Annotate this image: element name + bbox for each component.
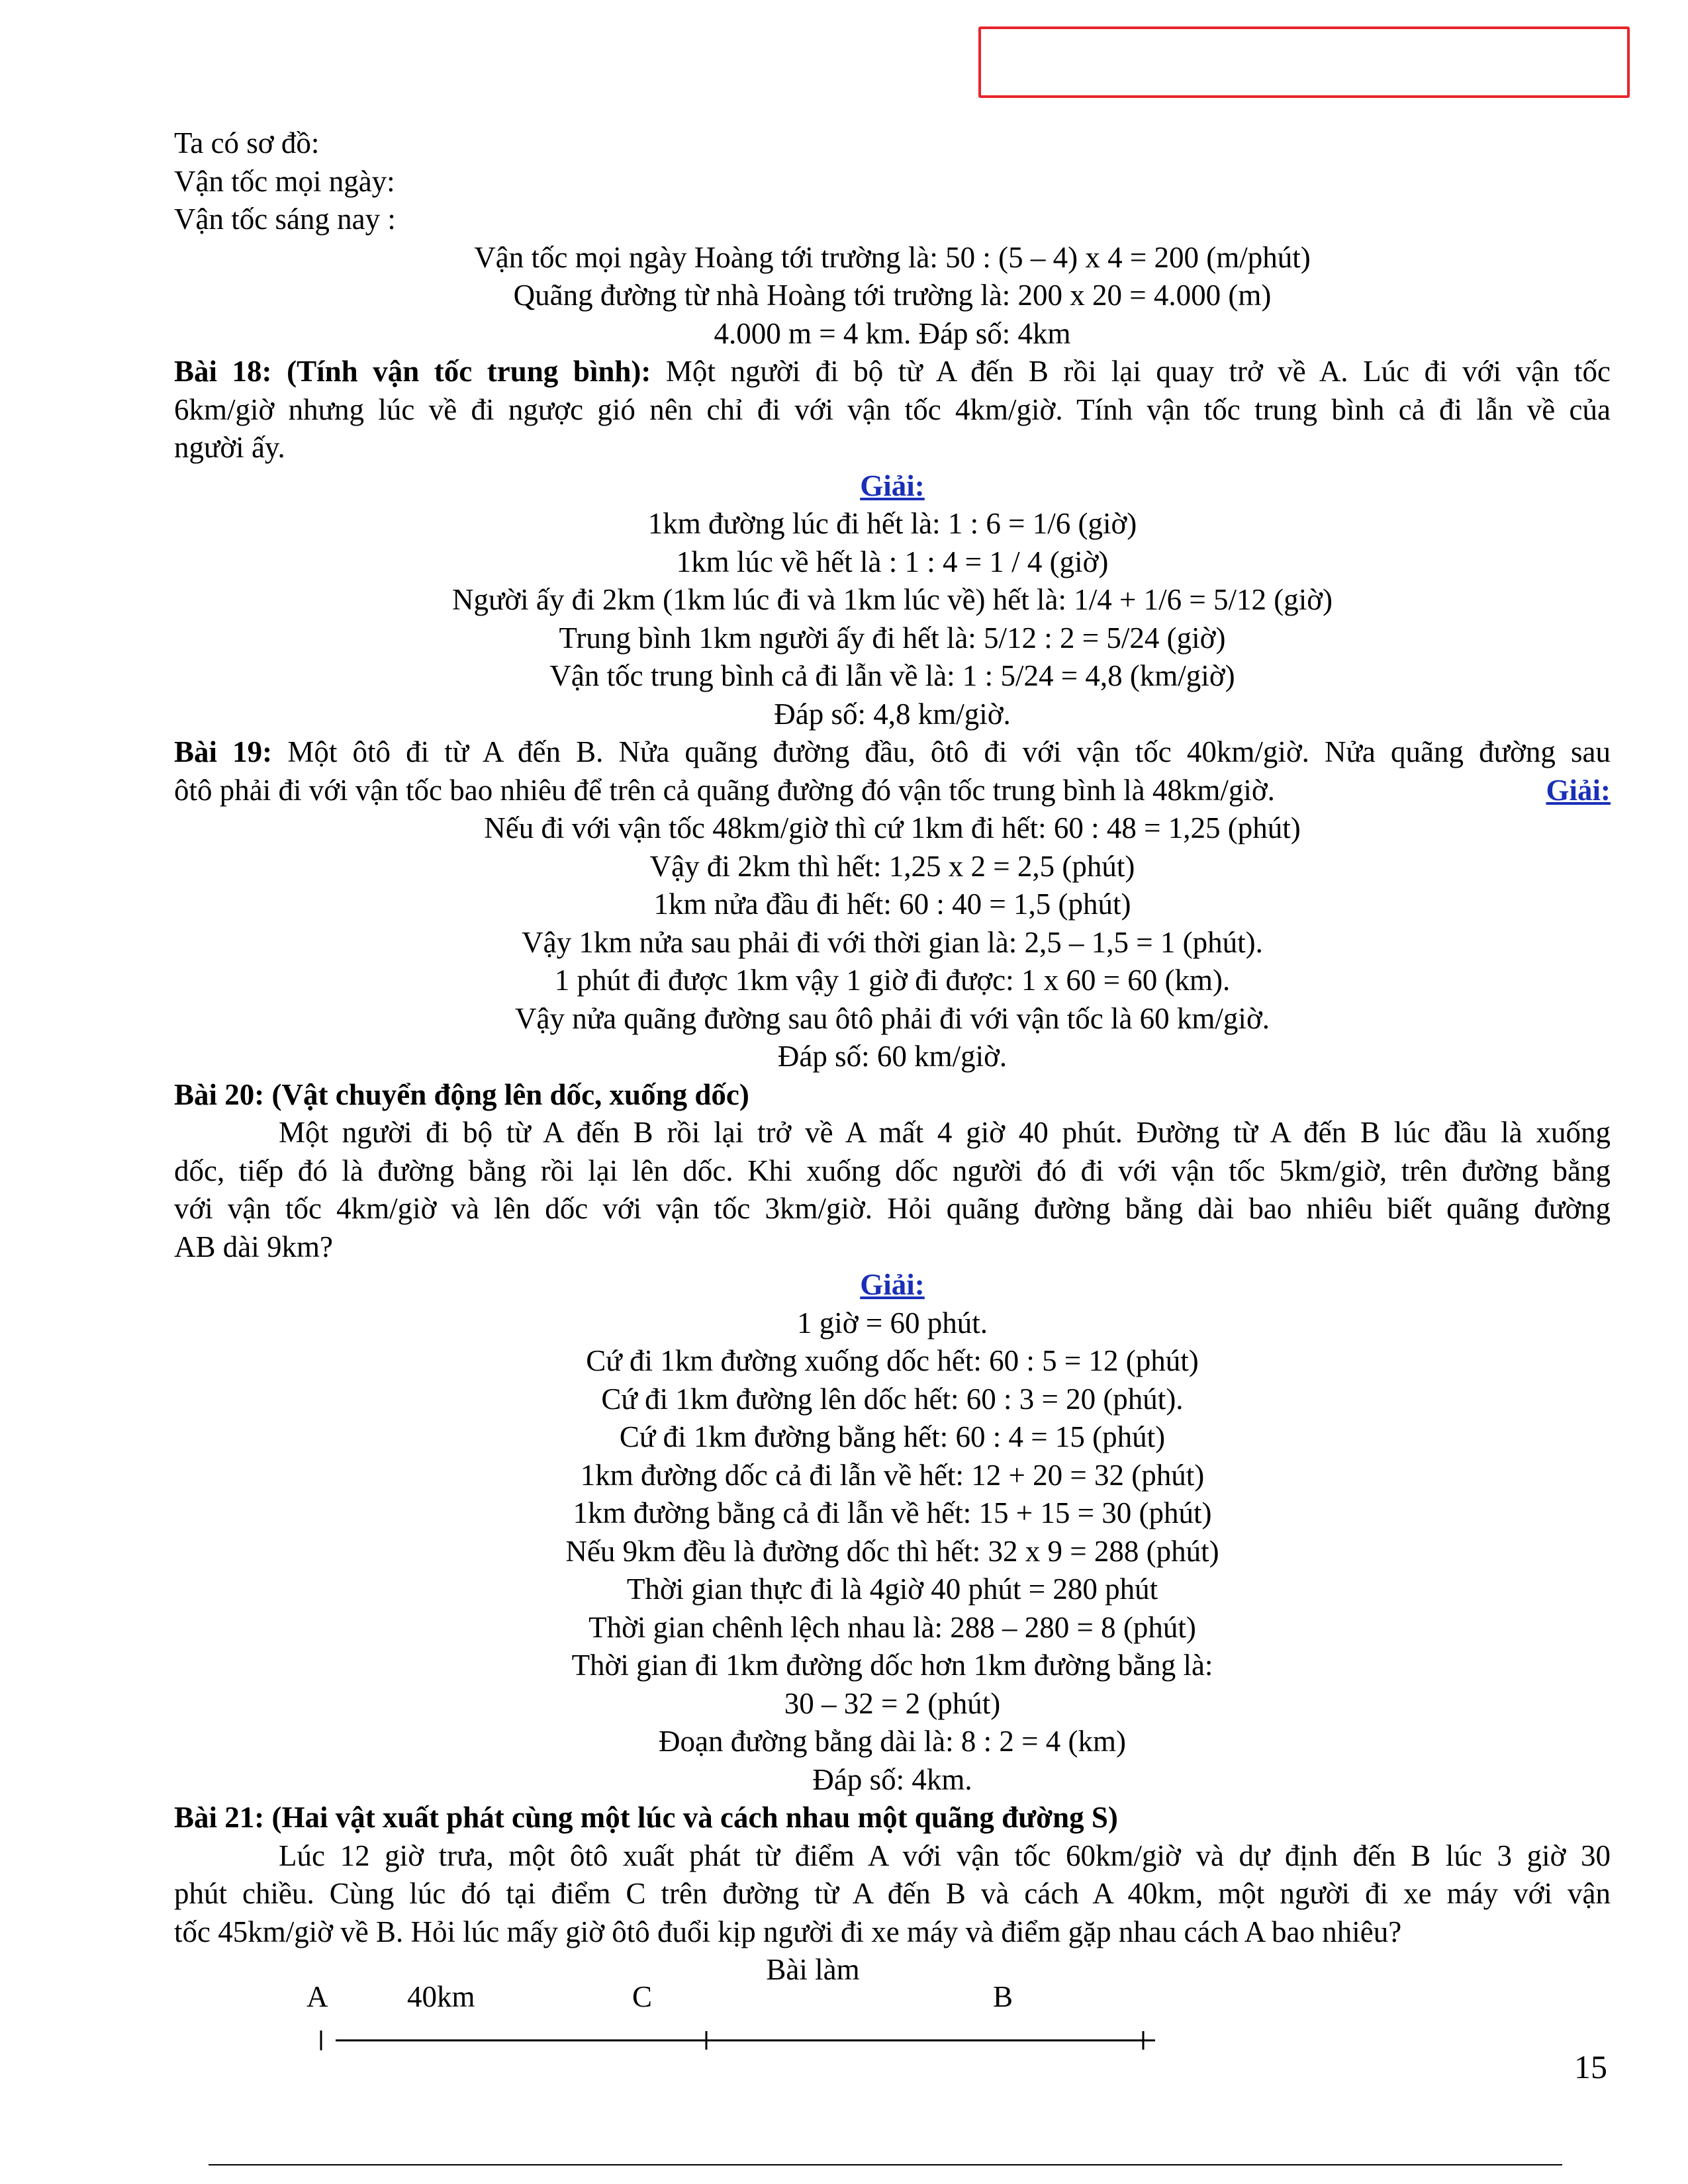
problem-20-text: Một người đi bộ từ A đến B rồi lại trở về A mất 4 giờ 40 phút. Đường từ A đến B lúc đầu là xuống	[279, 1116, 1611, 1149]
solution-line: Vậy nửa quãng đường sau ôtô phải đi với vận tốc là 60 km/giờ.	[515, 1001, 1270, 1035]
solution-line: 30 – 32 = 2 (phút)	[784, 1686, 1001, 1720]
page-number: 15	[1574, 2048, 1607, 2085]
solution-line: Thời gian chênh lệch nhau là: 288 – 280 = 8 (phút)	[588, 1610, 1196, 1644]
solution-line: Thời gian thực đi là 4giờ 40 phút = 280 phút	[626, 1572, 1158, 1606]
solution-heading	[174, 1266, 1611, 1304]
solution-line: Vậy 1km nửa sau phải đi với thời gian là: 2,5 – 1,5 = 1 (phút).	[522, 925, 1263, 959]
solution-line: 1km nửa đầu đi hết: 60 : 40 = 1,5 (phút)	[653, 887, 1131, 921]
distance-label: 40km	[407, 1980, 475, 2013]
solution-line: Cứ đi 1km đường xuống dốc hết: 60 : 5 = 12 (phút)	[586, 1344, 1199, 1377]
solution-line: Vận tốc trung bình cả đi lẫn về là: 1 : 5/24 = 4,8 (km/giờ)	[549, 659, 1235, 692]
problem-label: Bài 19:	[174, 735, 273, 768]
solution-line: Nếu 9km đều là đường dốc thì hết: 32 x 9 = 288 (phút)	[565, 1534, 1219, 1568]
problem-21-text: phút chiều. Cùng lúc đó tại điểm C trên đường từ A đến B và cách A 40km, một người đi xe máy với vận	[174, 1877, 1611, 1910]
solution-line: Vậy đi 2km thì hết: 1,25 x 2 = 2,5 (phút)	[649, 849, 1135, 883]
problem-21-text: tốc 45km/giờ về B. Hỏi lúc mấy giờ ôtô đuổi kịp người đi xe máy và điểm gặp nhau cách A bao nhiêu?	[174, 1915, 1402, 1948]
problem-18-text	[174, 353, 1611, 391]
solution-line: 4.000 m = 4 km. Đáp số: 4km	[714, 316, 1071, 350]
giai-label: Giải:	[860, 469, 925, 502]
solution-line: Nếu đi với vận tốc 48km/giờ thì cứ 1km đi hết: 60 : 48 = 1,25 (phút)	[484, 811, 1301, 844]
bai-lam-label: Bài làm	[766, 1953, 860, 1986]
solution-line: Thời gian đi 1km đường dốc hơn 1km đường bằng là:	[571, 1649, 1213, 1682]
problem-21-text: Lúc 12 giờ trưa, một ôtô xuất phát từ điểm A với vận tốc 60km/giờ và dự định đến B lúc 3 giờ 30	[279, 1839, 1611, 1872]
intro-line: Ta có sơ đồ:	[174, 126, 320, 159]
solution-line: Cứ đi 1km đường bằng hết: 60 : 4 = 15 (phút)	[619, 1420, 1166, 1453]
problem-20-title	[174, 1076, 1611, 1115]
giai-label: Giải:	[860, 1268, 925, 1301]
solution-line: 1km đường lúc đi hết là: 1 : 6 = 1/6 (giờ)	[647, 507, 1137, 540]
solution-line: 1km đường bằng cả đi lẫn về hết: 15 + 15 = 30 (phút)	[573, 1496, 1212, 1529]
solution-heading	[174, 467, 1611, 506]
problem-20-text: với vận tốc 4km/giờ và lên dốc với vận tốc 3km/giờ. Hỏi quãng đường bằng dài bao nhiêu biết quãng đường	[174, 1192, 1611, 1225]
point-b-label: B	[993, 1980, 1013, 2013]
problem-topic: (Tính vận tốc trung bình):	[287, 355, 651, 388]
problem-title: Bài 21: (Hai vật xuất phát cùng một lúc và cách nhau một quãng đường S)	[174, 1801, 1118, 1834]
solution-line: Đáp số: 4,8 km/giờ.	[774, 697, 1011, 731]
problem-20-text: dốc, tiếp đó là đường bằng rồi lại lên dốc. Khi xuống dốc người đó đi với vận tốc 5km/giờ, trên đường bằng	[174, 1154, 1611, 1187]
solution-line: 1km đường dốc cả đi lẫn về hết: 12 + 20 = 32 (phút)	[580, 1458, 1205, 1492]
problem-text: Một người đi bộ từ A đến B rồi lại quay trở về A. Lúc đi với vận tốc	[665, 355, 1611, 388]
solution-line: 1 giờ = 60 phút.	[797, 1306, 988, 1340]
header-placeholder-box	[978, 26, 1630, 98]
document-body	[174, 124, 1611, 1989]
solution-line: Quãng đường từ nhà Hoàng tới trường là: 200 x 20 = 4.000 (m)	[513, 279, 1272, 312]
solution-line: Trung bình 1km người ấy đi hết là: 5/12 : 2 = 5/24 (giờ)	[559, 621, 1226, 655]
route-diagram	[301, 1979, 1175, 2052]
intro-line: Vận tốc sáng nay :	[174, 203, 396, 236]
point-c-label: C	[632, 1980, 653, 2013]
solution-line: Cứ đi 1km đường lên dốc hết: 60 : 3 = 20 (phút).	[601, 1382, 1184, 1416]
problem-text: Một ôtô đi từ A đến B. Nửa quãng đường đầu, ôtô đi với vận tốc 40km/giờ. Nửa quãng đường sau	[287, 735, 1611, 768]
problem-21-title	[174, 1799, 1611, 1837]
problem-19-text	[174, 733, 1611, 772]
solution-line: Người ấy đi 2km (1km lúc đi và 1km lúc về) hết là: 1/4 + 1/6 = 5/12 (giờ)	[451, 583, 1333, 616]
intro-line: Vận tốc mọi ngày:	[174, 164, 395, 198]
problem-title: Bài 20: (Vật chuyển động lên dốc, xuống dốc)	[174, 1077, 749, 1111]
solution-line: 1km lúc về hết là : 1 : 4 = 1 / 4 (giờ)	[676, 545, 1109, 578]
solution-line: Đáp số: 60 km/giờ.	[777, 1040, 1008, 1073]
solution-line: Đoạn đường bằng dài là: 8 : 2 = 4 (km)	[659, 1725, 1126, 1758]
giai-label: Giải:	[1546, 773, 1611, 807]
solution-line: Vận tốc mọi ngày Hoàng tới trường là: 50 : (5 – 4) x 4 = 200 (m/phút)	[474, 240, 1311, 274]
problem-20-text: AB dài 9km?	[174, 1230, 333, 1263]
footer-rule	[209, 2164, 1562, 2165]
problem-label: Bài 18:	[174, 355, 272, 388]
problem-18-text: người ấy.	[174, 431, 285, 464]
solution-line: 1 phút đi được 1km vậy 1 giờ đi được: 1 x 60 = 60 (km).	[554, 964, 1231, 997]
problem-18-text: 6km/giờ nhưng lúc về đi ngược gió nên chỉ đi với vận tốc 4km/giờ. Tính vận tốc trung bình cả đi lẫn về của	[174, 392, 1611, 426]
point-a-label: A	[306, 1980, 328, 2013]
problem-19-text	[174, 772, 1611, 810]
solution-line: Đáp số: 4km.	[812, 1762, 972, 1796]
problem-text: ôtô phải đi với vận tốc bao nhiêu để trên cả quãng đường đó vận tốc trung bình là 48km/giờ.	[174, 773, 1275, 807]
